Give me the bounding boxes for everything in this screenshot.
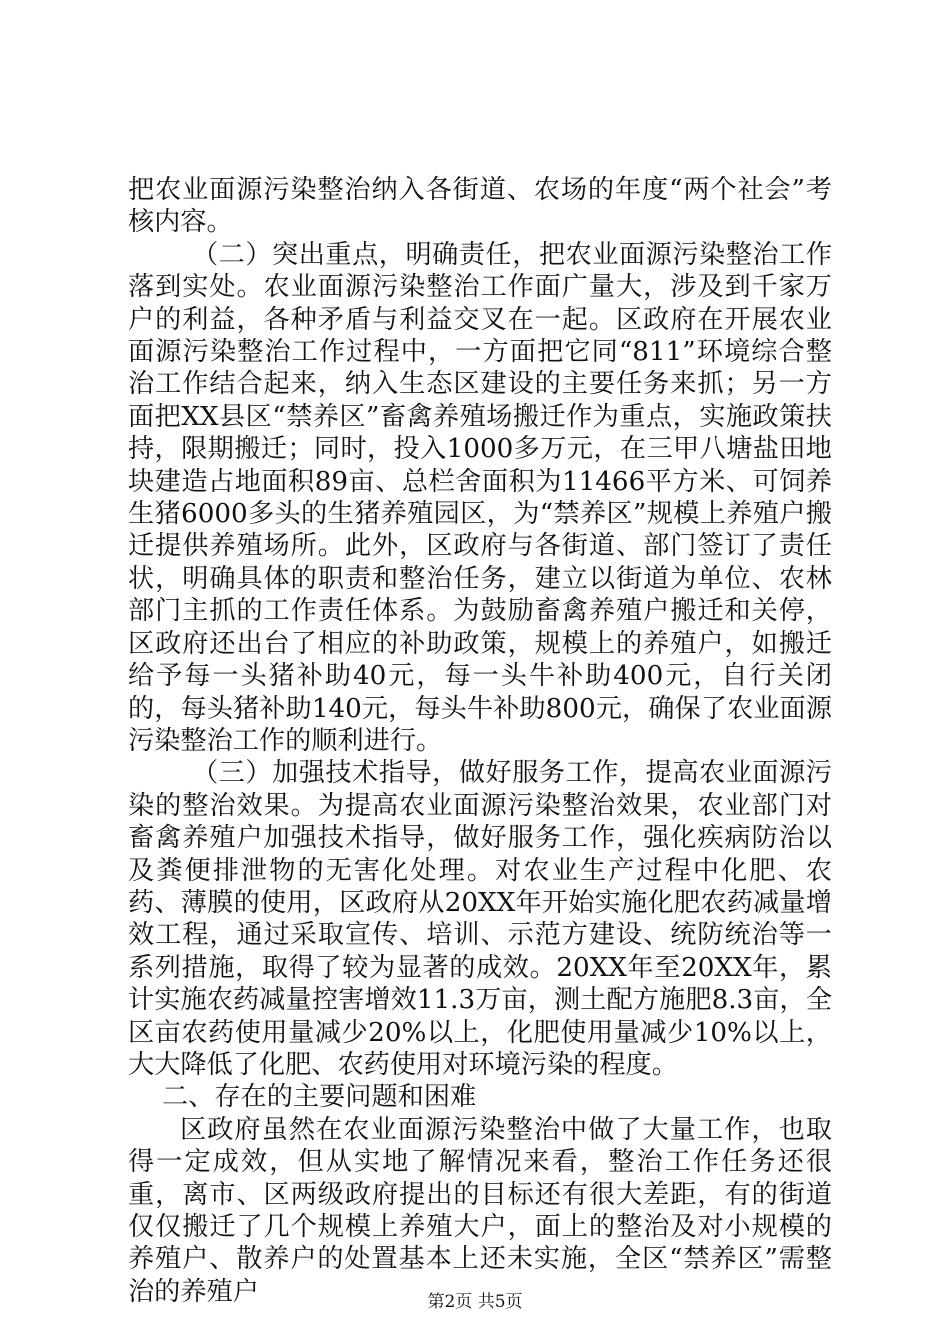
- document-body: [128, 174, 832, 1308]
- paragraph-continued: 把农业面源污染整治纳入各街道、农场的年度“两个社会”考核内容。: [128, 175, 832, 238]
- section-heading-problems: 二、存在的主要问题和困难: [162, 1082, 477, 1113]
- paragraph-section-two: （二）突出重点，明确责任，把农业面源污染整治工作落到实处。农业面源污染整治工作面广量大，涉及到千家万户的利益，各种矛盾与利益交叉在一起。区政府在开展农业面源污染整治工作过程中，一方面把它同“811”环境综合整治工作结合起来，纳入生态区建设的主要任务来抓；另一方面把XX县区“禁养区”畜禽养殖场搬迁作为重点，实施政策扶持，限期搬迁；同时，投入1000多万元，在三甲八塘盐田地块建造占地面积89亩、总栏舍面积为11466平方米、可饲养生猪6000多头的生猪养殖园区，为“禁养区”规模上养殖户搬迁提供养殖场所。此外，区政府与各街道、部门签订了责任状，明确具体的职责和整治任务，建立以街道为单位、农林部门主抓的工作责任体系。为鼓励畜禽养殖户搬迁和关停，区政府还出台了相应的补助政策，规模上的养殖户，如搬迁给予每一头猪补助40元，每一头牛补助400元，自行关闭的，每头猪补助140元，每头牛补助800元，确保了农业面源污染整治工作的顺利进行。: [128, 239, 832, 756]
- paragraph-problems: 区政府虽然在农业面源污染整治中做了大量工作，也取得一定成效，但从实地了解情况来看，整治工作任务还很重，离市、区两级政府提出的目标还有很大差距，有的街道仅仅搬迁了几个规模上养殖大户，面上的整治及对小规模的养殖户、散养户的处置基本上还未实施，全区“禁养区”需整治的养殖户: [128, 1114, 832, 1307]
- paragraph-section-three: （三）加强技术指导，做好服务工作，提高农业面源污染的整治效果。为提高农业面源污染整治效果，农业部门对畜禽养殖户加强技术指导，做好服务工作，强化疾病防治以及粪便排泄物的无害化处理。对农业生产过程中化肥、农药、薄膜的使用，区政府从20XX年开始实施化肥农药减量增效工程，通过采取宣传、培训、示范方建设、统防统治等一系列措施，取得了较为显著的成效。20XX年至20XX年，累计实施农药减量控害增效11.3万亩，测土配方施肥8.3亩，全区亩农药使用量减少20%以上，化肥使用量减少10%以上，大大降低了化肥、农药使用对环境污染的程度。: [128, 758, 832, 1080]
- page-number-label: 第2页 共5页: [427, 1292, 523, 1312]
- page-footer: [0, 1292, 950, 1312]
